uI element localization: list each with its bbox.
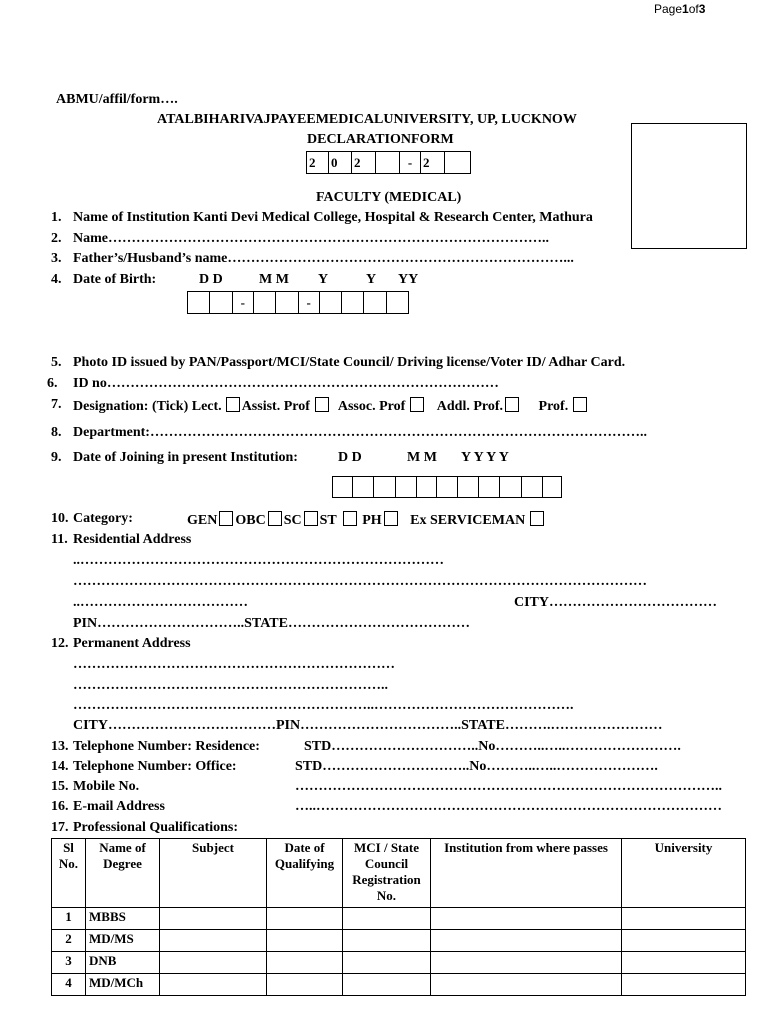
- col-header-subject: Subject: [160, 839, 267, 908]
- year-cell: [376, 152, 400, 173]
- item-number: 2.: [51, 231, 62, 246]
- row-cell[interactable]: [160, 930, 267, 952]
- col-header-sl: Sl No.: [52, 839, 86, 908]
- assoc-prof-label: Assoc. Prof: [337, 399, 406, 414]
- table-row: [52, 930, 746, 952]
- ex-serviceman-label: Ex SERVICEMAN: [410, 513, 526, 528]
- dob-mm: M M: [259, 272, 289, 287]
- row-cell[interactable]: [431, 930, 622, 952]
- year-cell: 2: [421, 152, 445, 173]
- telephone-residence-field[interactable]: STD…………………………..No………..…..…………………….: [304, 739, 681, 754]
- telephone-residence-label: Telephone Number: Residence:: [73, 739, 260, 754]
- dob-y: Y: [366, 272, 377, 287]
- row-cell[interactable]: [160, 952, 267, 974]
- permanent-city-pin-state-field[interactable]: CITY………………………………PIN……………………………..STATE……….……………………: [73, 718, 663, 733]
- doj-cell[interactable]: [437, 477, 458, 497]
- year-cell: 0: [329, 152, 352, 173]
- doj-cells[interactable]: [332, 476, 562, 498]
- assist-prof-label: Assist. Prof: [241, 399, 310, 414]
- row-degree: MD/MCh: [86, 974, 160, 996]
- photo-box[interactable]: [631, 123, 747, 249]
- doj-cell[interactable]: [333, 477, 353, 497]
- permanent-address-line[interactable]: ………………………………………………………..…………………………………….: [73, 698, 574, 713]
- table-row: [52, 974, 746, 996]
- mobile-field[interactable]: ………………………………………………………………………………..: [295, 779, 722, 794]
- mobile-label: Mobile No.: [73, 779, 140, 794]
- section-title: FACULTY (MEDICAL): [316, 190, 462, 205]
- row-sl: 3: [52, 952, 86, 974]
- qualifications-table: [51, 838, 746, 996]
- institution-name: Name of Institution Kanti Devi Medical College, Hospital & Research Center, Mathura: [73, 210, 593, 225]
- designation-row: [73, 397, 589, 415]
- prof-label: Prof.: [538, 399, 569, 414]
- photo-id-label: Photo ID issued by PAN/Passport/MCI/State Council/ Driving license/Voter ID/ Adhar Card.: [73, 355, 626, 370]
- doj-cell[interactable]: [396, 477, 417, 497]
- item-number: 4.: [51, 272, 62, 287]
- residential-address-label: Residential Address: [73, 532, 192, 547]
- doj-cell[interactable]: [458, 477, 479, 497]
- year-cell: 2: [352, 152, 376, 173]
- lect-checkbox[interactable]: [226, 397, 240, 412]
- assoc-prof-checkbox[interactable]: [410, 397, 424, 412]
- year-cell: [445, 152, 465, 173]
- item-number: 12.: [51, 636, 69, 651]
- doj-cell[interactable]: [353, 477, 374, 497]
- name-field[interactable]: Name…………………………………………………………………………………..: [73, 231, 549, 246]
- page-number: Page1of3: [654, 2, 706, 16]
- table-row: [52, 952, 746, 974]
- qualifications-label: Professional Qualifications:: [73, 820, 239, 835]
- dob-cell[interactable]: [210, 292, 232, 313]
- row-cell[interactable]: [431, 952, 622, 974]
- item-number: 16.: [51, 799, 69, 814]
- item-number: 9.: [51, 450, 62, 465]
- id-number-field[interactable]: ID no…………………………………………………………………………: [73, 376, 499, 391]
- col-header-degree: Name of Degree: [86, 839, 160, 908]
- residential-city-field[interactable]: CITY………………………………: [514, 595, 718, 610]
- residential-address-line[interactable]: ..………………………………: [73, 595, 248, 610]
- row-sl: 4: [52, 974, 86, 996]
- gen-checkbox[interactable]: [219, 511, 233, 526]
- father-husband-name-field[interactable]: Father’s/Husband’s name………………………………………………………………...: [73, 251, 574, 266]
- item-number: 13.: [51, 739, 69, 754]
- col-header-university: University: [622, 839, 746, 908]
- item-number: 3.: [51, 251, 62, 266]
- department-field[interactable]: Department:……………………………………………………………………………………………..: [73, 425, 647, 440]
- row-cell[interactable]: [267, 974, 343, 996]
- prof-checkbox[interactable]: [573, 397, 587, 412]
- item-number: 7.: [51, 397, 62, 412]
- row-degree: MD/MS: [86, 930, 160, 952]
- telephone-office-field[interactable]: STD…………………………..No………..…..………………….: [295, 759, 658, 774]
- form-title: DECLARATIONFORM: [307, 132, 454, 147]
- obc-label: OBC: [235, 513, 266, 528]
- item-number: 10.: [51, 511, 69, 526]
- row-sl: 2: [52, 930, 86, 952]
- dob-cell[interactable]: [188, 292, 210, 313]
- dob-dd: D D: [199, 272, 223, 287]
- email-field[interactable]: …..……………………………………………………………………………: [295, 799, 722, 814]
- gen-label: GEN: [187, 513, 218, 528]
- ex-serviceman-checkbox[interactable]: [530, 511, 544, 526]
- col-header-institution: Institution from where passes: [431, 839, 622, 908]
- category-label: Category:: [73, 511, 133, 526]
- dob-cell[interactable]: [387, 292, 408, 313]
- doj-label: Date of Joining in present Institution:: [73, 450, 298, 465]
- doj-cell[interactable]: [522, 477, 543, 497]
- row-cell[interactable]: [343, 908, 431, 930]
- addl-prof-label: Addl. Prof.: [436, 399, 504, 414]
- dob-cell[interactable]: [342, 292, 364, 313]
- doj-yyyy: Y Y Y Y: [461, 450, 509, 465]
- dob-cell[interactable]: [276, 292, 298, 313]
- item-number: 8.: [51, 425, 62, 440]
- dob-cell[interactable]: [254, 292, 276, 313]
- row-cell[interactable]: [160, 974, 267, 996]
- university-name: ATALBIHARIVAJPAYEEMEDICALUNIVERSITY, UP, LUCKNOW: [157, 112, 577, 127]
- table-row: [52, 908, 746, 930]
- doj-cell[interactable]: [374, 477, 395, 497]
- residential-pin-state-field[interactable]: PIN…………………………..STATE…………………………………: [73, 616, 470, 631]
- dob-cell: -: [299, 292, 320, 313]
- row-cell[interactable]: [622, 930, 746, 952]
- row-cell[interactable]: [343, 952, 431, 974]
- table-header-row: [52, 839, 746, 908]
- row-cell[interactable]: [431, 974, 622, 996]
- permanent-address-line[interactable]: …………………………………………………………..: [73, 678, 388, 693]
- item-number: 11.: [51, 532, 68, 547]
- sc-checkbox[interactable]: [304, 511, 318, 526]
- item-number: 1.: [51, 210, 62, 225]
- row-cell[interactable]: [622, 908, 746, 930]
- row-cell[interactable]: [622, 952, 746, 974]
- dob-cell[interactable]: [320, 292, 342, 313]
- item-number: 17.: [51, 820, 69, 835]
- st-checkbox[interactable]: [343, 511, 357, 526]
- dob-y: Y: [318, 272, 329, 287]
- doj-cell[interactable]: [417, 477, 437, 497]
- assist-prof-checkbox[interactable]: [315, 397, 329, 412]
- category-options: [187, 511, 546, 529]
- item-number: 5.: [51, 355, 62, 370]
- dob-cell[interactable]: [364, 292, 386, 313]
- permanent-address-label: Permanent Address: [73, 636, 191, 651]
- dob-cells[interactable]: [187, 291, 409, 314]
- doj-dd: D D: [338, 450, 362, 465]
- telephone-office-label: Telephone Number: Office:: [73, 759, 237, 774]
- permanent-address-line[interactable]: ……………………………………………………………: [73, 657, 395, 672]
- row-degree: MBBS: [86, 908, 160, 930]
- designation-label: Designation: (Tick) Lect.: [73, 399, 222, 414]
- residential-address-line[interactable]: ..……………………………………………………………………: [73, 553, 444, 568]
- col-header-date: Date of Qualifying: [267, 839, 343, 908]
- row-cell[interactable]: [431, 908, 622, 930]
- year-cells: [306, 151, 471, 174]
- sc-label: SC: [283, 513, 302, 528]
- st-label: ST: [319, 513, 337, 528]
- form-reference: ABMU/affil/form….: [56, 92, 178, 107]
- col-header-registration: MCI / State Council Registration No.: [343, 839, 431, 908]
- row-cell[interactable]: [267, 930, 343, 952]
- residential-address-line[interactable]: ……………………………………………………………………………………………………………: [73, 574, 647, 589]
- doj-cell[interactable]: [479, 477, 500, 497]
- row-degree: DNB: [86, 952, 160, 974]
- row-cell[interactable]: [160, 908, 267, 930]
- row-sl: 1: [52, 908, 86, 930]
- ph-checkbox[interactable]: [384, 511, 398, 526]
- row-cell[interactable]: [343, 930, 431, 952]
- ph-label: PH: [362, 513, 382, 528]
- row-cell[interactable]: [267, 908, 343, 930]
- item-number: 15.: [51, 779, 69, 794]
- year-cell: -: [400, 152, 421, 173]
- email-label: E-mail Address: [73, 799, 165, 814]
- addl-prof-checkbox[interactable]: [505, 397, 519, 412]
- row-cell[interactable]: [343, 974, 431, 996]
- year-cell: 2: [307, 152, 329, 173]
- row-cell[interactable]: [267, 952, 343, 974]
- doj-mm: M M: [407, 450, 437, 465]
- item-number: 6.: [47, 376, 58, 391]
- dob-cell: -: [233, 292, 254, 313]
- row-cell[interactable]: [622, 974, 746, 996]
- obc-checkbox[interactable]: [268, 511, 282, 526]
- item-number: 14.: [51, 759, 69, 774]
- doj-cell[interactable]: [543, 477, 561, 497]
- dob-label: Date of Birth:: [73, 272, 157, 287]
- doj-cell[interactable]: [500, 477, 521, 497]
- dob-yy: YY: [398, 272, 419, 287]
